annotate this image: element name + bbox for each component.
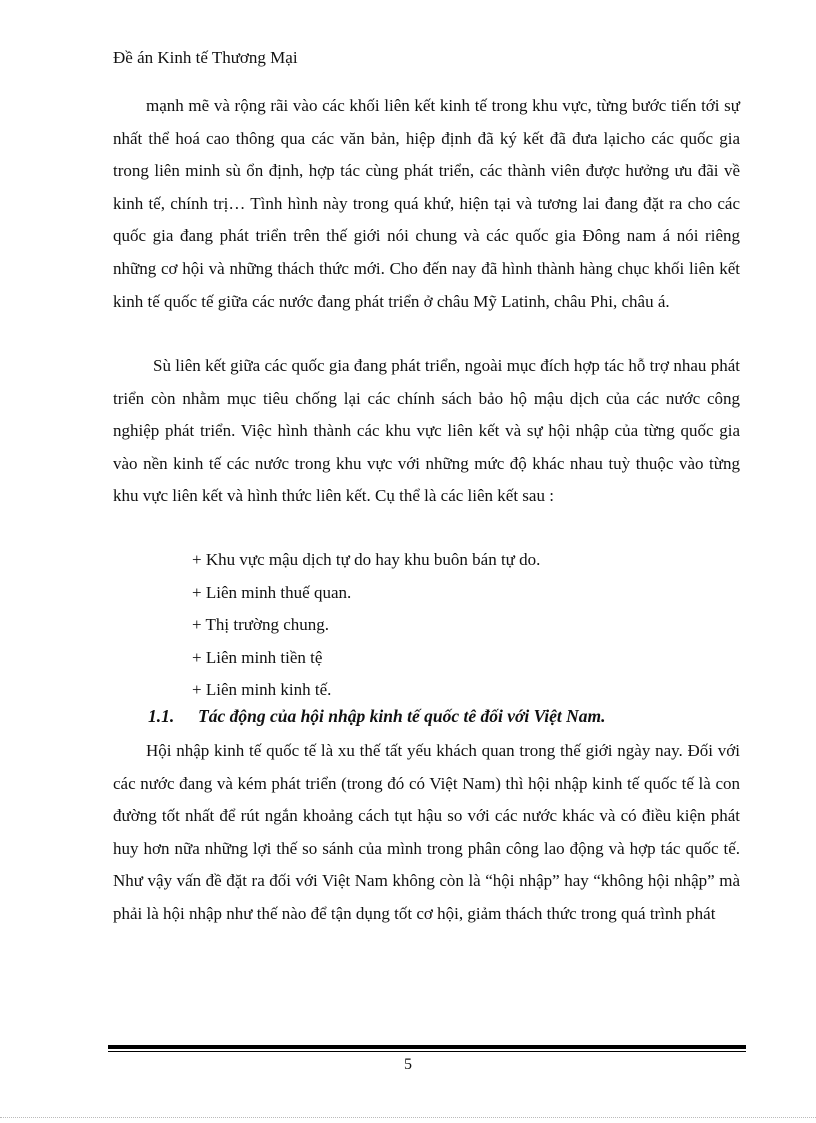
paragraph-3: Hội nhập kinh tế quốc tế là xu thế tất yếu khách quan trong thế giới ngày nay. Đối với các nước đang và kém phát triển (trong đó có Việt Nam) thì hội nhập kinh tế quốc tế là con đường tốt nhất để rút ngắn khoảng cách tụt hậu so với các nước khác và có điều kiện phát huy hơn nữa những lợi thế so sánh của mình trong phân công lao động và hợp tác quốc tế. Như vậy vấn đề đặt ra đối với Việt Nam không còn là “hội nhập” hay “không hội nhập” mà phải là hội nhập như thế nào để tận dụng tốt cơ hội, giảm thách thức trong quá trình phát — [113, 741, 740, 923]
section-title: Tác động của hội nhập kinh tế quốc tê đối với Việt Nam. — [198, 706, 606, 726]
page-bottom-divider — [0, 1117, 816, 1118]
list-item: + Liên minh thuế quan. — [192, 582, 352, 602]
list-item: + Liên minh tiền tệ — [192, 647, 323, 667]
integration-forms-list — [192, 544, 540, 707]
list-item: + Khu vực mậu dịch tự do hay khu buôn bán tự do. — [192, 550, 541, 569]
footer-rule-thin — [108, 1051, 746, 1052]
page-number: 5 — [404, 1056, 412, 1073]
document-header: Đề án Kinh tế Thương Mại — [113, 48, 298, 67]
section-number: 1.1. — [148, 706, 175, 726]
footer-rule-thick — [108, 1045, 746, 1049]
paragraph-1: mạnh mẽ và rộng rãi vào các khối liên kết kinh tế trong khu vực, từng bước tiến tới sự nhất thể hoá cao thông qua các văn bản, hiệp định đã ký kết đã đưa lạicho các quốc gia trong liên minh sù ổn định, hợp tác cùng phát triển, các thành viên được hưởng ưu đãi về kinh tế, chính trị… Tình hình này trong quá khứ, hiện tại và tương lai đang đặt ra cho các quốc gia đang phát triển trên thế giới nói chung và các quốc gia Đông nam á nói riêng những cơ hội và những thách thức mới. Cho đến nay đã hình thành hàng chục khối liên kết kinh tế quốc tế giữa các nước đang phát triển ở châu Mỹ Latinh, châu Phi, châu á. — [113, 96, 740, 311]
list-item: + Thị trường chung. — [192, 615, 330, 635]
paragraph-2: Sù liên kết giữa các quốc gia đang phát triển, ngoài mục đích hợp tác hỗ trợ nhau phát triển còn nhằm mục tiêu chống lại các chính sách bảo hộ mậu dịch của các nước công nghiệp phát triển. Việc hình thành các khu vực liên kết và sự hội nhập của từng quốc gia vào nền kinh tế các nước trong khu vực với những mức độ khác nhau tuỳ thuộc vào từng khu vực liên kết và hình thức liên kết. Cụ thể là các liên kết sau : — [113, 356, 740, 506]
list-item: + Liên minh kinh tế. — [192, 680, 332, 700]
section-heading — [148, 706, 606, 727]
